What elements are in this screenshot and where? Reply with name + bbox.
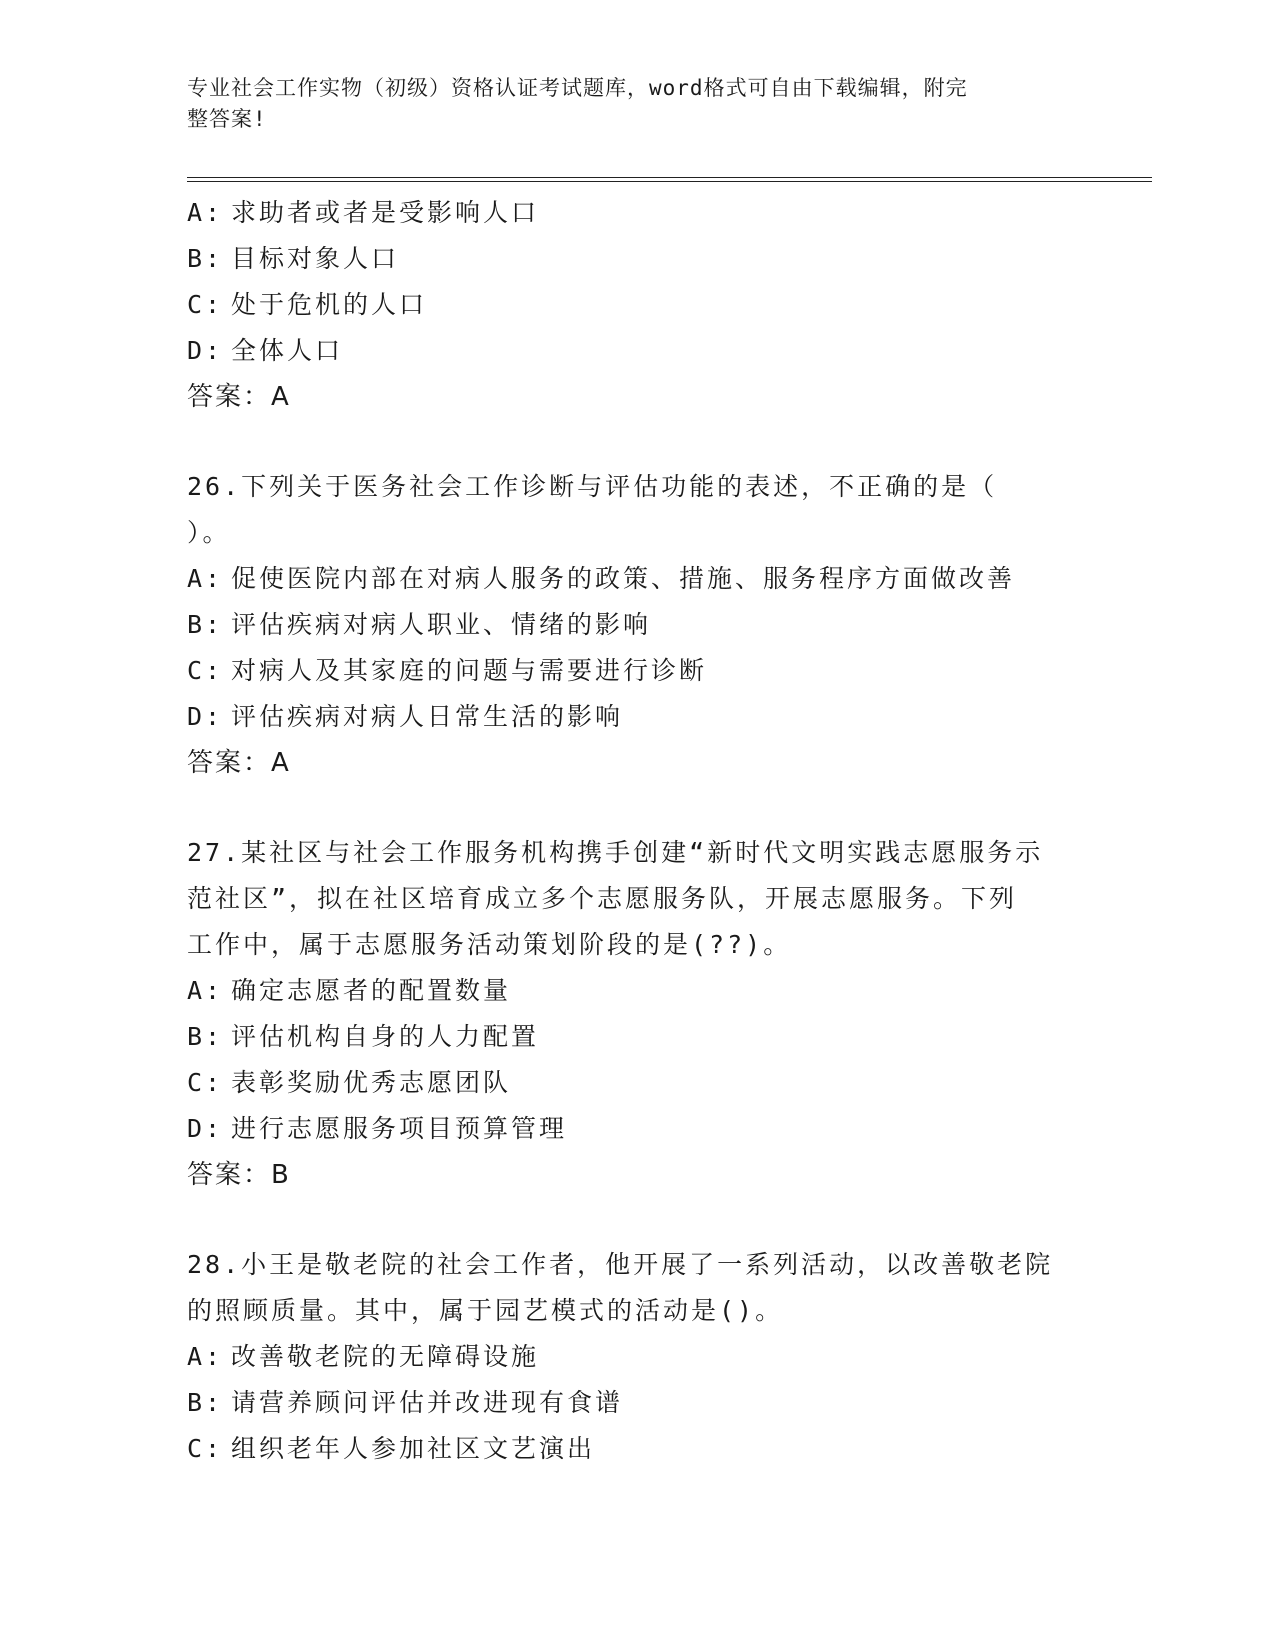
option-a: A: 求助者或者是受影响人口 bbox=[187, 198, 540, 227]
option-c: C: 表彰奖励优秀志愿团队 bbox=[187, 1068, 512, 1097]
option-b: B: 目标对象人口 bbox=[187, 244, 400, 273]
question-stem: 的照顾质量。其中，属于园艺模式的活动是()。 bbox=[187, 1296, 784, 1325]
question-stem: 范社区”，拟在社区培育成立多个志愿服务队，开展志愿服务。下列 bbox=[187, 884, 1018, 913]
document-header bbox=[187, 73, 1067, 135]
answer-line: 答案：B bbox=[187, 1160, 291, 1190]
option-c: C: 组织老年人参加社区文艺演出 bbox=[187, 1434, 596, 1463]
header-line-2: 整答案! bbox=[187, 107, 267, 131]
question-28 bbox=[187, 1242, 1097, 1472]
question-stem: ）。 bbox=[187, 518, 231, 547]
question-stem: 工作中，属于志愿服务活动策划阶段的是(??)。 bbox=[187, 930, 792, 959]
header-divider-bottom bbox=[187, 181, 1152, 182]
option-b: B: 评估机构自身的人力配置 bbox=[187, 1022, 540, 1051]
option-b: B: 请营养顾问评估并改进现有食谱 bbox=[187, 1388, 624, 1417]
question-stem: 28.小王是敬老院的社会工作者，他开展了一系列活动，以改善敬老院 bbox=[187, 1250, 1054, 1279]
option-d: D: 评估疾病对病人日常生活的影响 bbox=[187, 702, 624, 731]
option-a: A: 促使医院内部在对病人服务的政策、措施、服务程序方面做改善 bbox=[187, 564, 1016, 593]
option-c: C: 对病人及其家庭的问题与需要进行诊断 bbox=[187, 656, 708, 685]
answer-line: 答案：A bbox=[187, 382, 291, 412]
option-a: A: 确定志愿者的配置数量 bbox=[187, 976, 512, 1005]
option-d: D: 进行志愿服务项目预算管理 bbox=[187, 1114, 568, 1143]
question-stem: 26.下列关于医务社会工作诊断与评估功能的表述，不正确的是（ bbox=[187, 472, 998, 501]
answer-line: 答案：A bbox=[187, 748, 291, 778]
header-line-1: 专业社会工作实物（初级）资格认证考试题库，word格式可自由下载编辑，附完 bbox=[187, 76, 968, 100]
question-stem: 27.某社区与社会工作服务机构携手创建“新时代文明实践志愿服务示 bbox=[187, 838, 1044, 867]
option-d: D: 全体人口 bbox=[187, 336, 344, 365]
option-a: A: 改善敬老院的无障碍设施 bbox=[187, 1342, 540, 1371]
question-list bbox=[187, 190, 1097, 1472]
option-b: B: 评估疾病对病人职业、情绪的影响 bbox=[187, 610, 652, 639]
option-c: C: 处于危机的人口 bbox=[187, 290, 428, 319]
header-divider-top bbox=[187, 177, 1152, 178]
question-26 bbox=[187, 464, 1097, 786]
question-prev bbox=[187, 190, 1097, 420]
question-27 bbox=[187, 830, 1097, 1198]
